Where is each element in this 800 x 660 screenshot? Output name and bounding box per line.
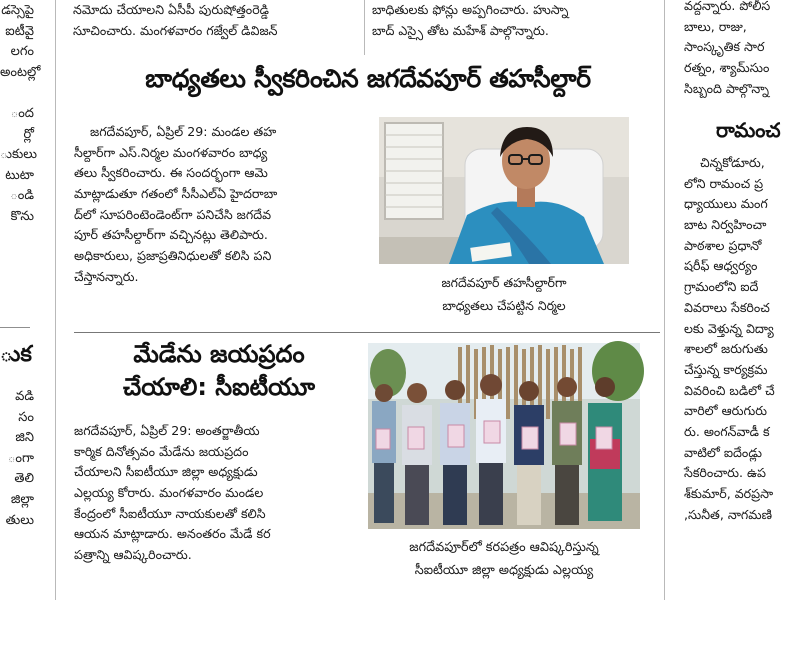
left-fragment-headline: ుక [0, 342, 32, 367]
column-rule-left [55, 0, 56, 600]
article2-body: జగదేవపూర్, ఏప్రిల్ 29: అంతర్జాతీయ కార్మిక దినోత్సవం మేడేను జయప్రదం చేయాలని సీఐటీయూ జిల్లా అధ్యక్షుడు ఎల్లయ్య కోరారు. మంగళవారం మండల కేంద్రంలో సీఐటీయూ నాయకులతో కలిసి ఆయన మాట్లాడారు. అనంతరం మేడే కర పత్రాన్ని ఆవిష్కరించారు. [74, 423, 271, 563]
citu-photo [368, 343, 640, 529]
top-continuation-col2: బాధితులకు ఫోన్లు అప్పగించారు. హుస్నా బాద్ ఎస్సై తోట మహేశ్ పాల్గొన్నారు. [372, 2, 569, 38]
article1-body: జగదేవపూర్, ఏప్రిల్ 29: మండల తహ సీల్దార్‌గా ఎస్.నిర్మల మంగళవారం బాధ్య తలు స్వీకరించారు. ఈ సందర్భంగా ఆమె మాట్లాడుతూ గతంలో సీసీఎల్ఏ హైదరాబా ద్‌లో సూపరింటెండెంట్‌గా పనిచేసి జగదేవ పూర్ తహసీల్దార్‌గా వచ్చినట్లు తెలిపారు. అధికారులు, ప్రజాప్రతినిధులతో కలిసి పని చేస్తానన్నారు. [74, 124, 278, 284]
top-continuation-col1: నమోదు చేయాలని ఏసీపీ పురుషోత్తంరెడ్డి సూచించారు. మంగళవారం గజ్వేల్ డివిజన్ [73, 2, 278, 38]
article-divider [74, 332, 660, 333]
left-fragment-bottom: వడి సం జిని ంగా తెలి జిల్లా తులు [5, 389, 34, 528]
tahsildar-photo [379, 117, 629, 264]
left-fragment-top: డస్సెపై ఐటీవై లగం అంటల్లో ంద ర్లో ుకులు టుటా ండి కొను [0, 3, 41, 224]
left-fragment-rule [0, 327, 30, 328]
article1-headline: బాధ్యతలు స్వీకరించిన జగదేవపూర్ తహసీల్దార్ [145, 64, 591, 93]
article2-caption: జగదేవపూర్‌లో కరపత్రం ఆవిష్కరిస్తున్న సీఐటీయూ జిల్లా అధ్యక్షుడు ఎల్లయ్య [409, 540, 599, 578]
article1-caption: జగదేవపూర్ తహసీల్దార్‌గా బాధ్యతలు చేపట్టిన నిర్మల [441, 275, 567, 313]
column-rule-top-middle [364, 0, 365, 55]
right-fragment-body: చిన్నకోడూరు, లోని రామంచ ప్ర ధ్యాయులు మంగ బాట నిర్వహించా పాఠశాల ప్రధానో షరీఫ్ ఆధ్వర్యం గ్రామంలోని ఐదే వివరాలు సేకరించ లకు వెళ్తున్న విద్యా శాలలో జరుగుతు చేస్తున్న కార్యక్రమ వివరించి బడిలో చే వారిలో ఆరుగురు రు. అంగన్‌వాడీ క వాటిలో ఐదేండ్లు సేకరించారు. ఉప శ్‌కుమార్, వరప్రసా ,సునీత, నాగమణి [684, 155, 775, 522]
right-fragment-headline: రామంచ [716, 118, 781, 142]
article2-headline: మేడేను జయప్రదం చేయాలి: సీఐటీయూ [122, 340, 316, 401]
right-fragment-top: వద్దన్నారు. పోలీస బాలు, రాజు, సాంస్కృతిక సార రత్నం, శ్యామ్‌సుం సిబ్బంది పాల్గొన్నా [684, 0, 771, 96]
column-rule-right [664, 0, 665, 600]
